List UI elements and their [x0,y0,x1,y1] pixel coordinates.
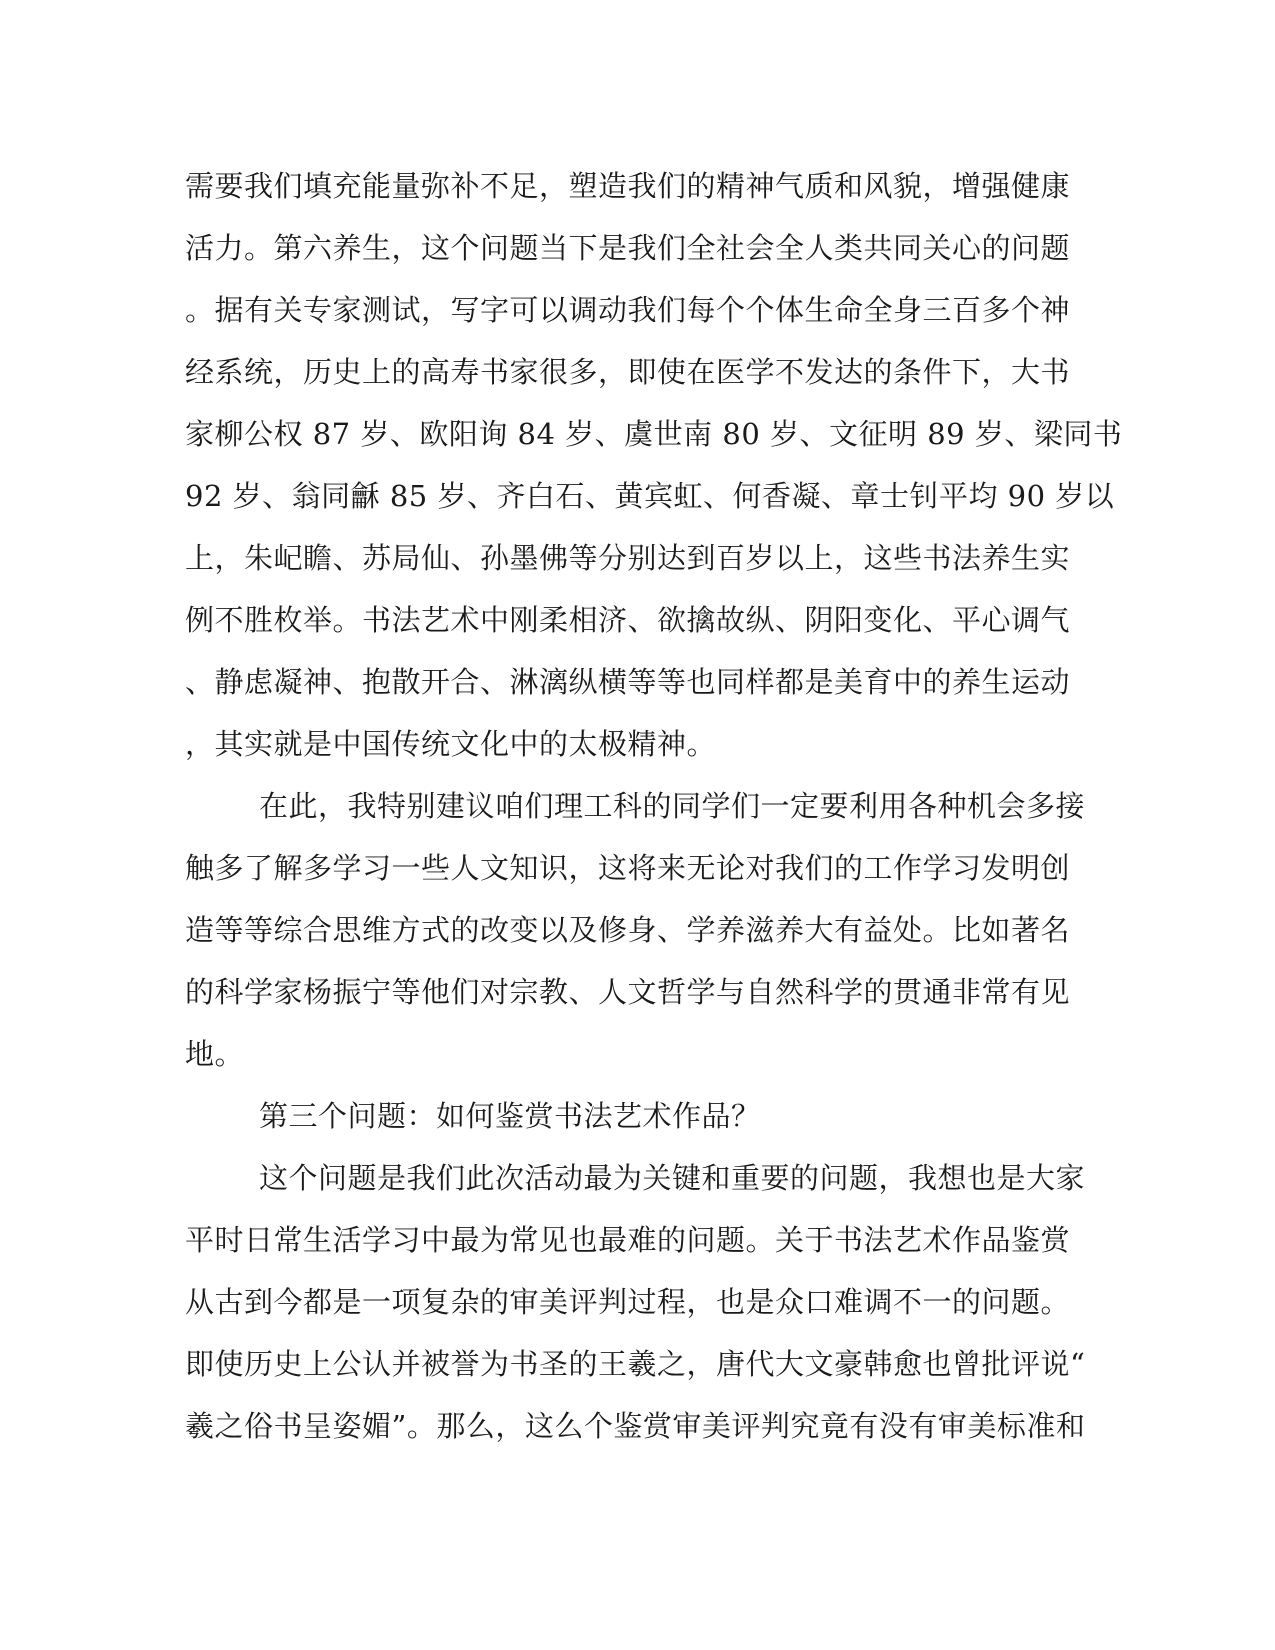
text-line: 第三个问题：如何鉴赏书法艺术作品？ [259,1099,761,1133]
text-line: 需要我们填充能量弥补不足，塑造我们的精神气质和风貌，增强健康 [185,169,1071,203]
text-line: 。据有关专家测试，写字可以调动我们每个个体生命全身三百多个神 [185,293,1071,327]
text-line: 活力。第六养生，这个问题当下是我们全社会全人类共同关心的问题 [185,231,1071,265]
text-line: 的科学家杨振宁等他们对宗教、人文哲学与自然科学的贯通非常有见 [185,975,1071,1009]
paragraph [185,1147,1086,1457]
paragraph [185,155,1123,775]
text-line: 经系统，历史上的高寿书家很多，即使在医学不发达的条件下，大书 [185,355,1071,389]
text-line: 地。 [185,1037,245,1071]
text-line: 造等等综合思维方式的改变以及修身、学养滋养大有益处。比如著名 [185,913,1071,947]
paragraph [185,775,1086,1085]
text-line: 羲之俗书呈姿媚”。那么，这么个鉴赏审美评判究竟有没有审美标准和 [185,1409,1086,1443]
body-text [185,155,1123,1457]
text-line: 、静虑凝神、抱散开合、淋漓纵横等等也同样都是美育中的养生运动 [185,665,1071,699]
text-line: ，其实就是中国传统文化中的太极精神。 [185,727,717,761]
text-line: 家柳公权 87 岁、欧阳询 84 岁、虞世南 80 岁、文征明 89 岁、梁同书 [185,417,1123,451]
paragraph [185,1085,1055,1147]
text-line: 平时日常生活学习中最为常见也最难的问题。关于书法艺术作品鉴赏 [185,1223,1071,1257]
text-line: 从古到今都是一项复杂的审美评判过程，也是众口难调不一的问题。 [185,1285,1071,1319]
text-line: 这个问题是我们此次活动最为关键和重要的问题，我想也是大家 [259,1161,1086,1195]
text-line: 即使历史上公认并被誉为书圣的王羲之，唐代大文豪韩愈也曾批评说“ [185,1347,1086,1381]
text-line: 上，朱屺瞻、苏局仙、孙墨佛等分别达到百岁以上，这些书法养生实 [185,541,1071,575]
text-line: 例不胜枚举。书法艺术中刚柔相济、欲擒故纵、阴阳变化、平心调气 [185,603,1071,637]
text-line: 在此，我特别建议咱们理工科的同学们一定要利用各种机会多接 [259,789,1086,823]
text-line: 92 岁、翁同龢 85 岁、齐白石、黄宾虹、何香凝、章士钊平均 90 岁以 [185,479,1115,513]
text-line: 触多了解多学习一些人文知识，这将来无论对我们的工作学习发明创 [185,851,1071,885]
